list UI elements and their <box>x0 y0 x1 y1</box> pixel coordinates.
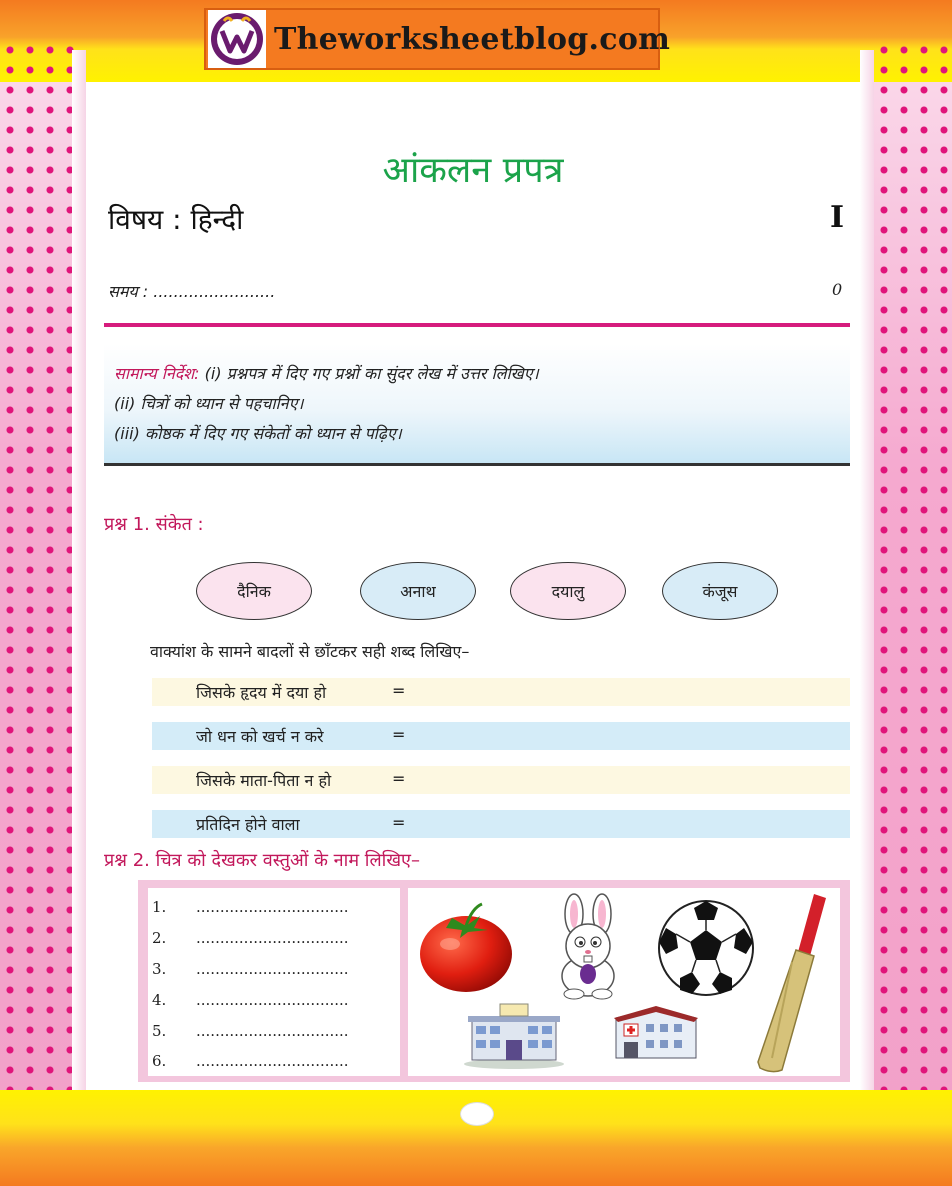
answer-line-4[interactable]: 4. ................................ <box>152 991 349 1009</box>
answer-line-3[interactable]: 3. ................................ <box>152 960 349 978</box>
answer-line-2[interactable]: 2. ................................ <box>152 929 349 947</box>
instruction-line-2: (ii) चित्रों को ध्यान से पहचानिए। <box>114 394 304 413</box>
question-1-heading: प्रश्न 1. संकेत : <box>104 514 204 535</box>
word-cloud-2: अनाथ <box>360 562 476 620</box>
question-2-heading: प्रश्न 2. चित्र को देखकर वस्तुओं के नाम लिखिए– <box>104 850 421 871</box>
answer-row-2[interactable] <box>152 722 850 750</box>
right-dot-border <box>874 40 952 1140</box>
answer-row-4[interactable] <box>152 810 850 838</box>
cricket-bat-icon <box>752 892 832 1076</box>
left-dot-border <box>0 40 80 1140</box>
class-mark: I <box>830 200 845 235</box>
word-cloud-1: दैनिक <box>196 562 312 620</box>
answer-line-6[interactable]: 6. ................................ <box>152 1052 349 1070</box>
page-marker <box>460 1102 494 1126</box>
picture-panel <box>408 888 840 1076</box>
marks-fragment: 0 <box>832 280 843 299</box>
school-building-icon <box>462 1000 566 1070</box>
instruction-line-3: (iii) कोष्ठक में दिए गए संकेतों को ध्यान से पढ़िए। <box>114 424 402 443</box>
word-cloud-3: दयालु <box>510 562 626 620</box>
general-instructions <box>104 344 850 466</box>
hospital-building-icon <box>612 998 700 1068</box>
left-stripe <box>72 50 86 1100</box>
answer-list <box>148 888 400 1076</box>
equals-sign: = <box>392 725 406 744</box>
instruction-text-1: (i) प्रश्नपत्र में दिए गए प्रश्नों का सुंदर लेख में उत्तर लिखिए। <box>204 364 539 383</box>
right-stripe <box>860 50 874 1100</box>
phrase-4: प्रतिदिन होने वाला <box>196 815 300 834</box>
phrase-1: जिसके हृदय में दया हो <box>196 683 327 702</box>
worksheet-paper <box>86 82 860 1090</box>
equals-sign: = <box>392 681 406 700</box>
answer-line-1[interactable]: 1. ................................ <box>152 898 349 916</box>
subject-label: विषय : हिन्दी <box>108 203 244 236</box>
logo-emblem-icon <box>208 10 266 68</box>
site-name: Theworksheetblog.com <box>274 21 671 57</box>
site-logo[interactable] <box>204 8 671 70</box>
rabbit-icon <box>548 892 628 1000</box>
equals-sign: = <box>392 813 406 832</box>
answer-row-3[interactable] <box>152 766 850 794</box>
instruction-line-1 <box>114 362 539 384</box>
football-icon <box>656 898 756 998</box>
answer-row-1[interactable] <box>152 678 850 706</box>
time-field: समय : ........................ <box>108 282 276 301</box>
question-1-instruction: वाक्यांश के सामने बादलों से छाँटकर सही शब्द लिखिए– <box>150 642 470 661</box>
instructions-heading: सामान्य निर्देश: <box>114 364 200 383</box>
equals-sign: = <box>392 769 406 788</box>
answer-line-5[interactable]: 5. ................................ <box>152 1022 349 1040</box>
tomato-icon <box>416 898 516 994</box>
divider <box>104 323 850 327</box>
worksheet-title: आंकलन प्रपत्र <box>382 150 564 191</box>
phrase-3: जिसके माता-पिता न हो <box>196 771 332 790</box>
word-cloud-4: कंजूस <box>662 562 778 620</box>
phrase-2: जो धन को खर्च न करे <box>196 727 324 746</box>
